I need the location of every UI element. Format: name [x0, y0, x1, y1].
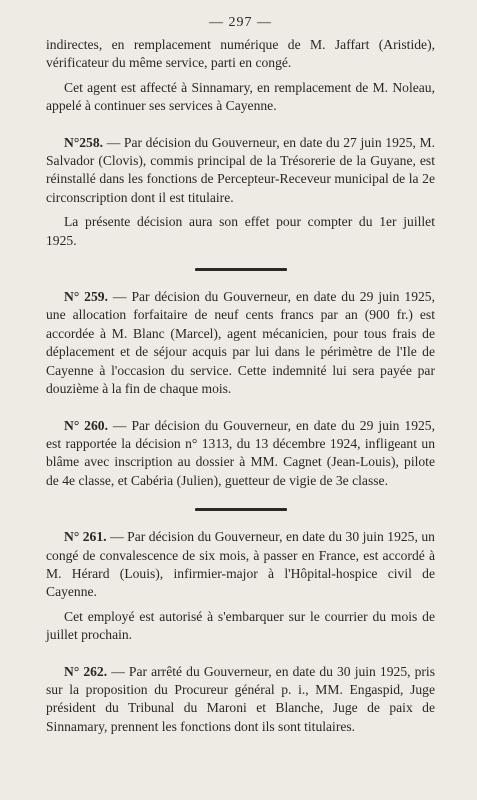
decision-259	[46, 288, 435, 398]
paragraph-text: — Par décision du Gouverneur, en date du 27 juin 1925, M. Salvador (Clovis), commis principal de la Trésorerie de la Guyane, est réinstallé dans les fonctions de Percepteur-Receveur municipal de la 2e circonscription dont il est titulaire.	[46, 134, 435, 205]
paragraph-affectation	[46, 79, 435, 116]
paragraph-text: Cet employé est autorisé à s'embarquer sur le courrier du mois de juillet prochain.	[46, 608, 435, 643]
paragraph-embarquement	[46, 608, 435, 645]
paragraph-text: — Par décision du Gouverneur, en date du 30 juin 1925, un congé de convalescence de six mois, à passer en France, est accordé à M. Hérard (Louis), infirmier-major à l'Hôpital-hospice civil de Cayenne.	[46, 529, 435, 600]
section-divider	[46, 490, 435, 528]
paragraph-continuation	[46, 36, 435, 73]
paragraph-text: — Par décision du Gouverneur, en date du 29 juin 1925, une allocation forfaitaire de neuf cents francs par an (900 fr.) est accordée à M. Blanc (Marcel), agent mécanicien, pour tous frais de déplacement et de séjour acquis par lui dans le périmètre de l'Ile de Cayenne à l'occasion du service. Cette indemnité lui sera payée par douzième à la fin de chaque mois.	[46, 289, 435, 397]
decision-number: N° 261.	[64, 529, 107, 545]
page-number: — 297 —	[209, 15, 272, 30]
paragraph-effet	[46, 213, 435, 250]
decision-number: N°258.	[64, 134, 104, 150]
section-divider	[46, 250, 435, 288]
decision-number: N° 262.	[64, 663, 108, 679]
decision-262	[46, 663, 435, 737]
paragraph-text: indirectes, en remplacement numérique de M. Jaffart (Aristide), vérificateur du même service, parti en congé.	[46, 37, 435, 71]
decision-261	[46, 528, 435, 602]
paragraph-text: La présente décision aura son effet pour compter du 1er juillet 1925.	[46, 214, 435, 248]
decision-260	[46, 417, 435, 491]
decision-258	[46, 134, 435, 208]
paragraph-text: Cet agent est affecté à Sinnamary, en remplacement de M. Noleau, appelé à continuer ses services à Cayenne.	[46, 79, 435, 114]
decision-number: N° 259.	[64, 289, 108, 305]
paragraph-text: — Par arrêté du Gouverneur, en date du 30 juin 1925, pris sur la proposition du Procureur général p. i., MM. Engaspid, Juge président du Tribunal du Maroni et Blanche, Juge de paix de Sinnamary, prennent les fonctions dont ils sont titulaires.	[46, 663, 435, 734]
decision-number: N° 260.	[64, 417, 108, 433]
paragraph-text: — Par décision du Gouverneur, en date du 29 juin 1925, est rapportée la décision n° 1313, du 13 décembre 1924, infligeant un blâme avec inscription au dossier à MM. Cagnet (Jean-Louis), pilote de 4e classe, et Cabéria (Julien), guetteur de vigie de 3e classe.	[46, 417, 435, 488]
